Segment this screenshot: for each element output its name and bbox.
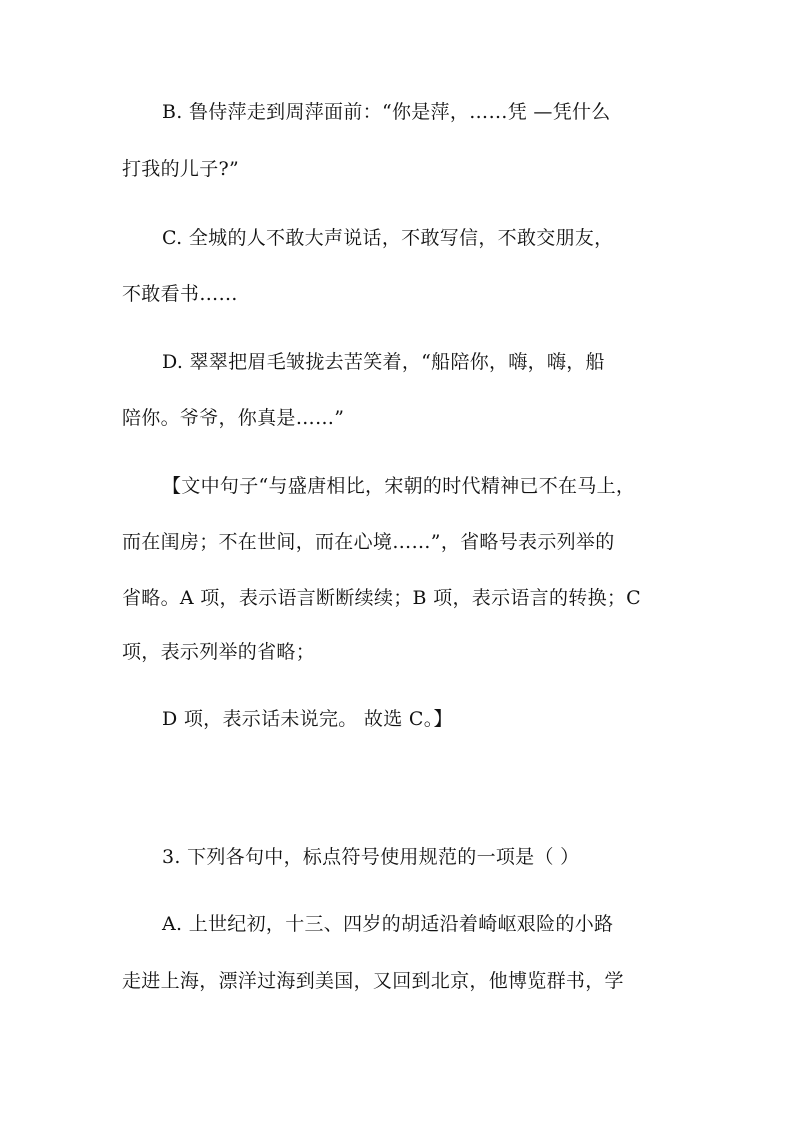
analysis-line-2: 而在闺房；不在世间，而在心境……”，省略号表示列举的 <box>122 531 615 553</box>
option-b-line-2: 打我的儿子?” <box>122 158 240 180</box>
option-c-line-1: C. 全城的人不敢大声说话，不敢写信，不敢交朋友， <box>162 227 614 249</box>
analysis-line-4: 项，表示列举的省略； <box>122 641 316 663</box>
analysis-line-5: D 项，表示话未说完。 故选 C。】 <box>162 708 453 730</box>
analysis-line-1: 【文中句子“与盛唐相比，宋朝的时代精神已不在马上， <box>162 475 636 497</box>
option-d-line-1: D. 翠翠把眉毛皱拢去苦笑着，“船陪你，嗨，嗨，船 <box>162 351 605 373</box>
question-3-option-a-line-1: A. 上世纪初，十三、四岁的胡适沿着崎岖艰险的小路 <box>162 913 614 935</box>
option-d-line-2: 陪你。爷爷，你真是……” <box>122 407 345 429</box>
question-3-stem: 3. 下列各句中，标点符号使用规范的一项是（ ） <box>162 846 580 868</box>
question-3-option-a-line-2: 走进上海，漂洋过海到美国，又回到北京，他博览群书，学 <box>122 970 624 992</box>
option-c-line-2: 不敢看书…… <box>122 283 238 305</box>
analysis-line-3: 省略。A 项，表示语言断断续续；B 项，表示语言的转换；C <box>122 587 642 609</box>
option-b-line-1: B. 鲁侍萍走到周萍面前：“你是萍，……凭 —凭什么 <box>162 101 611 123</box>
